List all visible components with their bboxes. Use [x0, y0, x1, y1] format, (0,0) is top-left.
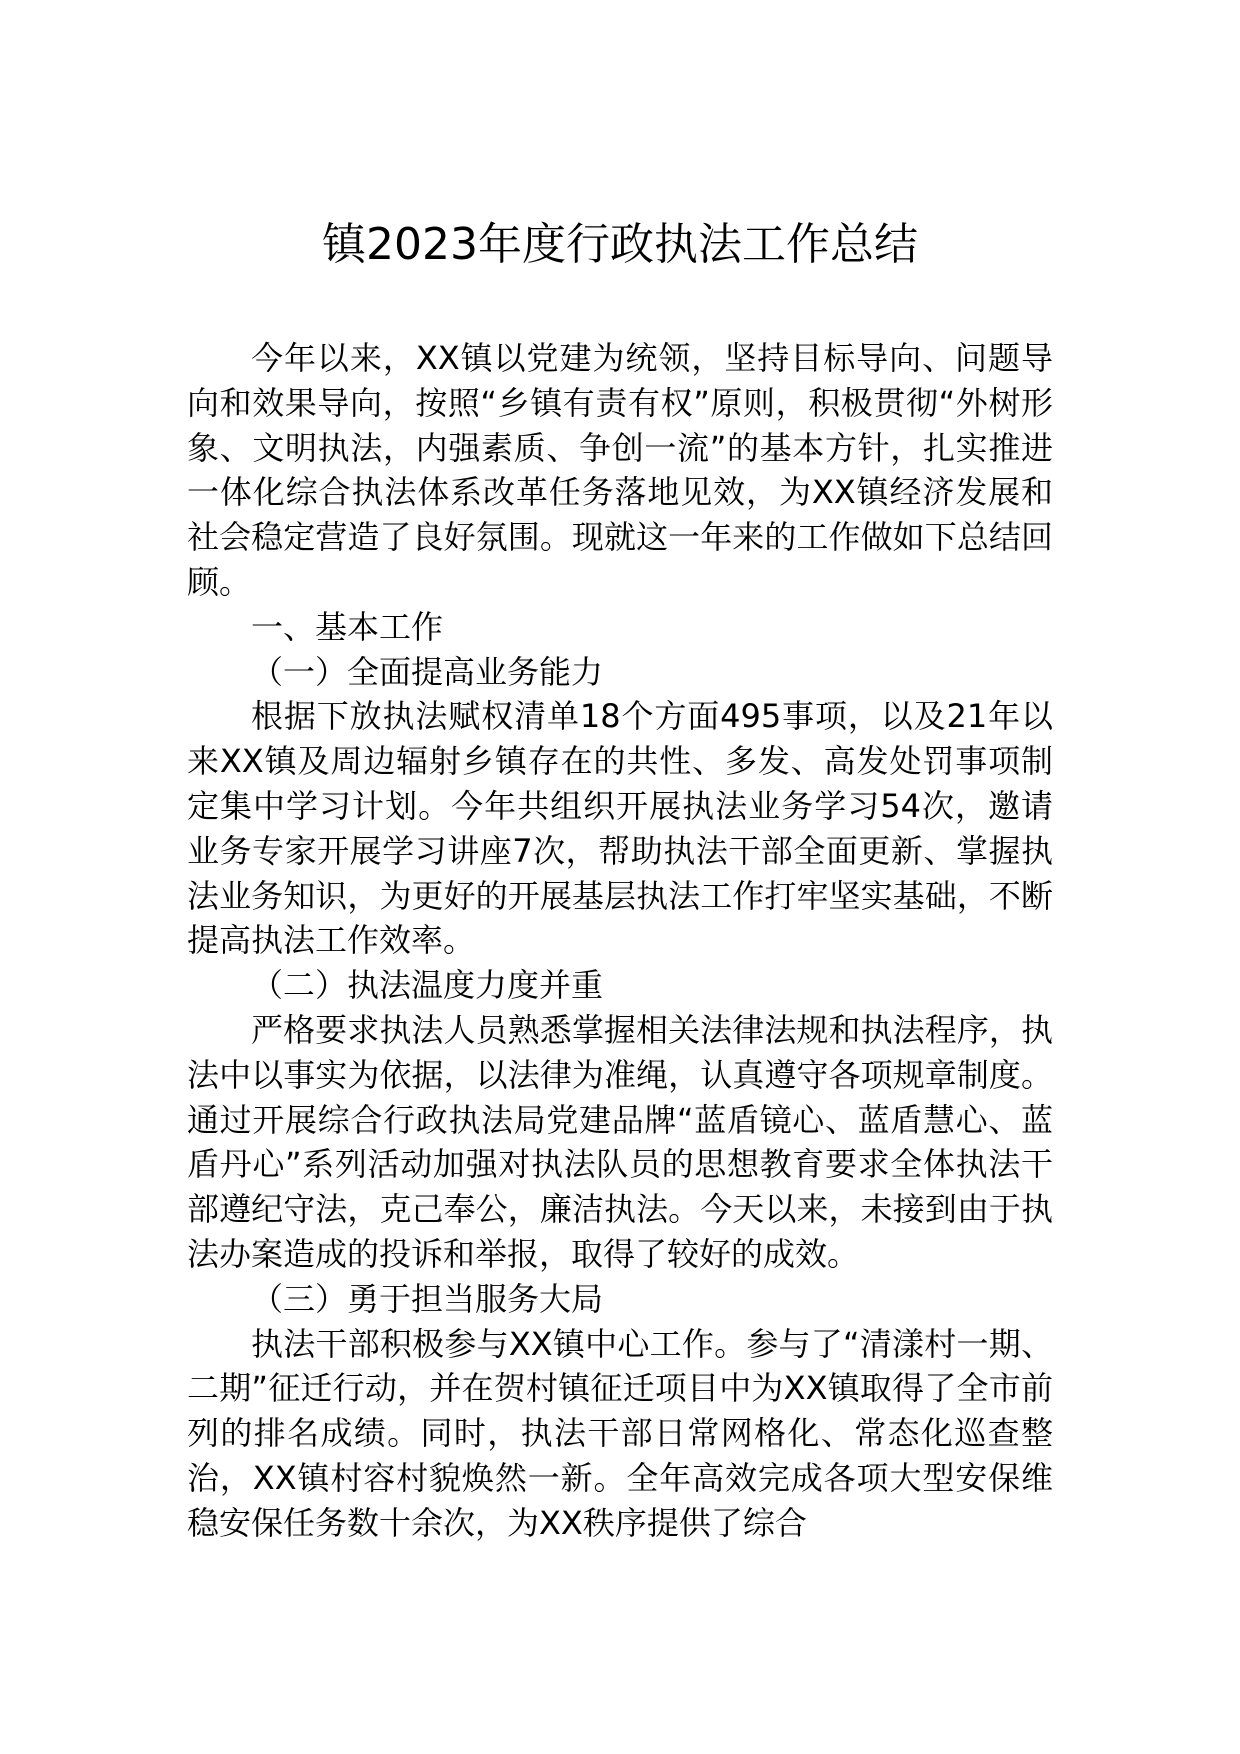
- subsection-heading-2: （二）执法温度力度并重: [251, 966, 604, 1005]
- paragraph-subsection-2: 严格要求执法人员熟悉掌握相关法律法规和执法程序，执法中以事实为依据，以法律为准绳，认真遵守各项规章制度。通过开展综合行政执法局党建品牌“蓝盾镜心、蓝盾慧心、蓝盾丹心”系列活动加强对执法队员的思想教育要求全体执法干部遵纪守法，克己奉公，廉洁执法。今天以来，未接到由于执法办案造成的投诉和举报，取得了较好的成效。: [187, 1010, 1053, 1273]
- paragraph-subsection-1: 根据下放执法赋权清单18个方面495事项，以及21年以来XX镇及周边辐射乡镇存在的共性、多发、高发处罚事项制定集中学习计划。今年共组织开展执法业务学习54次，邀请业务专家开展学习讲座7次，帮助执法干部全面更新、掌握执法业务知识，为更好的开展基层执法工作打牢坚实基础，不断提高执法工作效率。: [187, 697, 1053, 960]
- subsection-heading-3: （三）勇于担当服务大局: [251, 1279, 604, 1318]
- section-heading-basic-work: 一、基本工作: [251, 607, 444, 646]
- paragraph-subsection-3: 执法干部积极参与XX镇中心工作。参与了“清漾村一期、二期”征迁行动，并在贺村镇征迁项目中为XX镇取得了全市前列的排名成绩。同时，执法干部日常网格化、常态化巡查整治，XX镇村容村貌焕然一新。全年高效完成各项大型安保维稳安保任务数十余次，为XX秩序提供了综合: [187, 1324, 1053, 1542]
- document-title: 镇2023年度行政执法工作总结: [322, 219, 918, 270]
- document-body: [187, 336, 1053, 1546]
- subsection-heading-1: （一）全面提高业务能力: [251, 652, 604, 691]
- paragraph-intro: 今年以来，XX镇以党建为统领，坚持目标导向、问题导向和效果导向，按照“乡镇有责有权”原则，积极贯彻“外树形象、文明执法，内强素质、争创一流”的基本方针，扎实推进一体化综合执法体系改革任务落地见效，为XX镇经济发展和社会稳定营造了良好氛围。现就这一年来的工作做如下总结回顾。: [187, 339, 1053, 601]
